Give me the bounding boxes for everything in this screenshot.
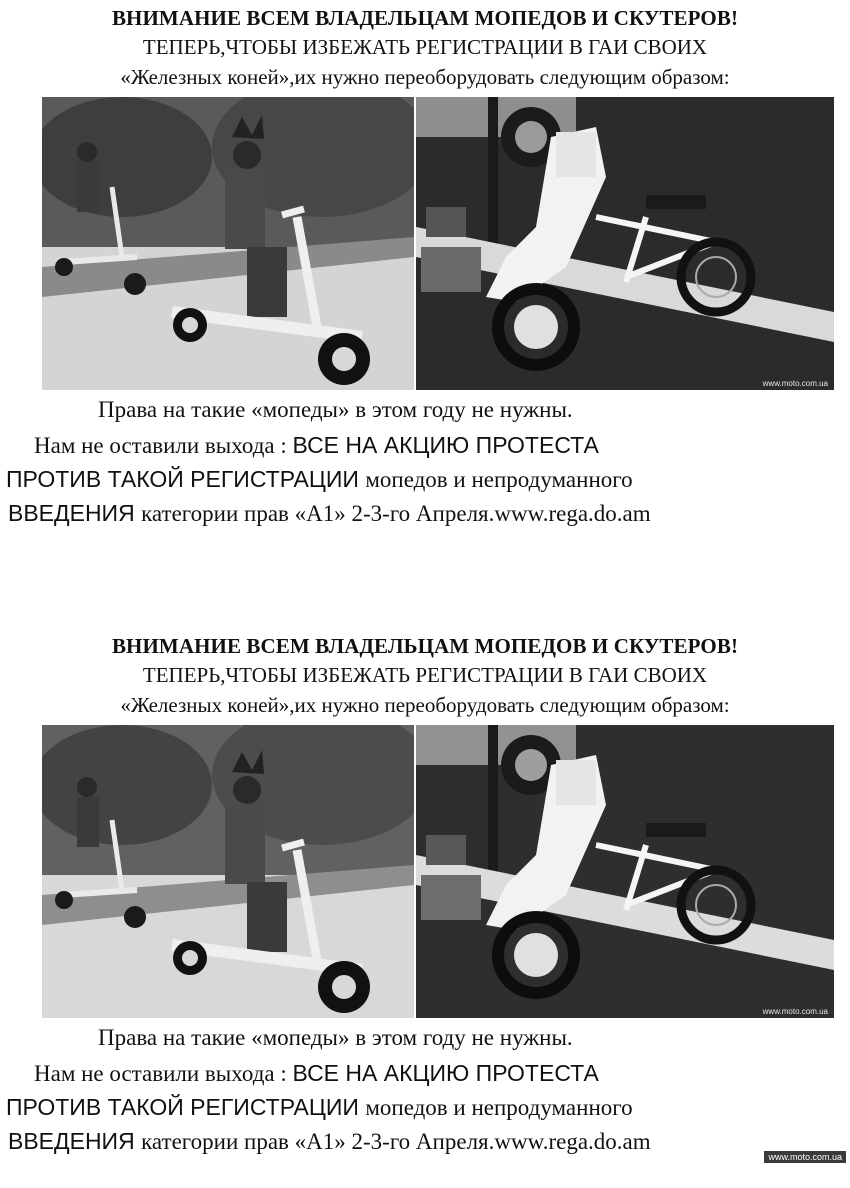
caption-line-2-emphasis: ВСЕ НА АКЦИЮ ПРОТЕСТА [292, 1060, 599, 1086]
caption-line-2 [34, 1060, 850, 1087]
caption-line-3 [6, 1094, 850, 1121]
caption-line-4-text: категории прав «А1» 2-3-го Апреля.www.rega.do.am [141, 1129, 651, 1154]
photo-watermark: www.moto.com.ua [762, 379, 828, 388]
flyer-headline: ВНИМАНИЕ ВСЕМ ВЛАДЕЛЬЦАМ МОПЕДОВ И СКУТЕРОВ! [111, 634, 739, 658]
photo-scooter-bicycle [416, 725, 834, 1018]
caption-line-2-text: Нам не оставили выхода : [34, 1061, 293, 1086]
caption-line-3-text: мопедов и непродуманного [365, 467, 633, 492]
flyer-subline: ТЕПЕРЬ,ЧТОБЫ ИЗБЕЖАТЬ РЕГИСТРАЦИИ В ГАИ СВОИХ [142, 35, 708, 59]
flyer-subline: ТЕПЕРЬ,ЧТОБЫ ИЗБЕЖАТЬ РЕГИСТРАЦИИ В ГАИ СВОИХ [142, 663, 708, 687]
photo-scooter-bicycle [416, 97, 834, 390]
caption-line-2-emphasis: ВСЕ НА АКЦИЮ ПРОТЕСТА [292, 432, 599, 458]
flyer-bottom [0, 628, 850, 1188]
caption-line-1: Права на такие «мопеды» в этом году не нужны. [98, 397, 573, 422]
caption-line-4 [8, 1128, 850, 1155]
photo-wooden-scooters [42, 725, 414, 1018]
caption-line-4-emphasis: ВВЕДЕНИЯ [8, 1128, 142, 1154]
caption-line-1: Права на такие «мопеды» в этом году не нужны. [98, 1025, 573, 1050]
flyer-subline-2: «Железных коней»,их нужно переоборудовать следующим образом: [120, 693, 730, 717]
caption-line-2 [34, 432, 850, 459]
caption-line-2-text: Нам не оставили выхода : [34, 433, 293, 458]
flyer-top [0, 0, 850, 560]
flyer-subline-2: «Железных коней»,их нужно переоборудовать следующим образом: [120, 65, 730, 89]
caption-line-3 [6, 466, 850, 493]
caption-line-4-emphasis: ВВЕДЕНИЯ [8, 500, 142, 526]
footer-watermark: www.moto.com.ua [764, 1151, 846, 1163]
photo-watermark: www.moto.com.ua [762, 1007, 828, 1016]
photo-wooden-scooters [42, 97, 414, 390]
flyer-headline: ВНИМАНИЕ ВСЕМ ВЛАДЕЛЬЦАМ МОПЕДОВ И СКУТЕРОВ! [111, 6, 739, 30]
caption-line-3-emphasis: ПРОТИВ ТАКОЙ РЕГИСТРАЦИИ [6, 1094, 366, 1120]
caption-line-4-text: категории прав «А1» 2-3-го Апреля.www.rega.do.am [141, 501, 651, 526]
caption-line-4 [8, 500, 850, 527]
caption-line-3-text: мопедов и непродуманного [365, 1095, 633, 1120]
caption-line-3-emphasis: ПРОТИВ ТАКОЙ РЕГИСТРАЦИИ [6, 466, 366, 492]
